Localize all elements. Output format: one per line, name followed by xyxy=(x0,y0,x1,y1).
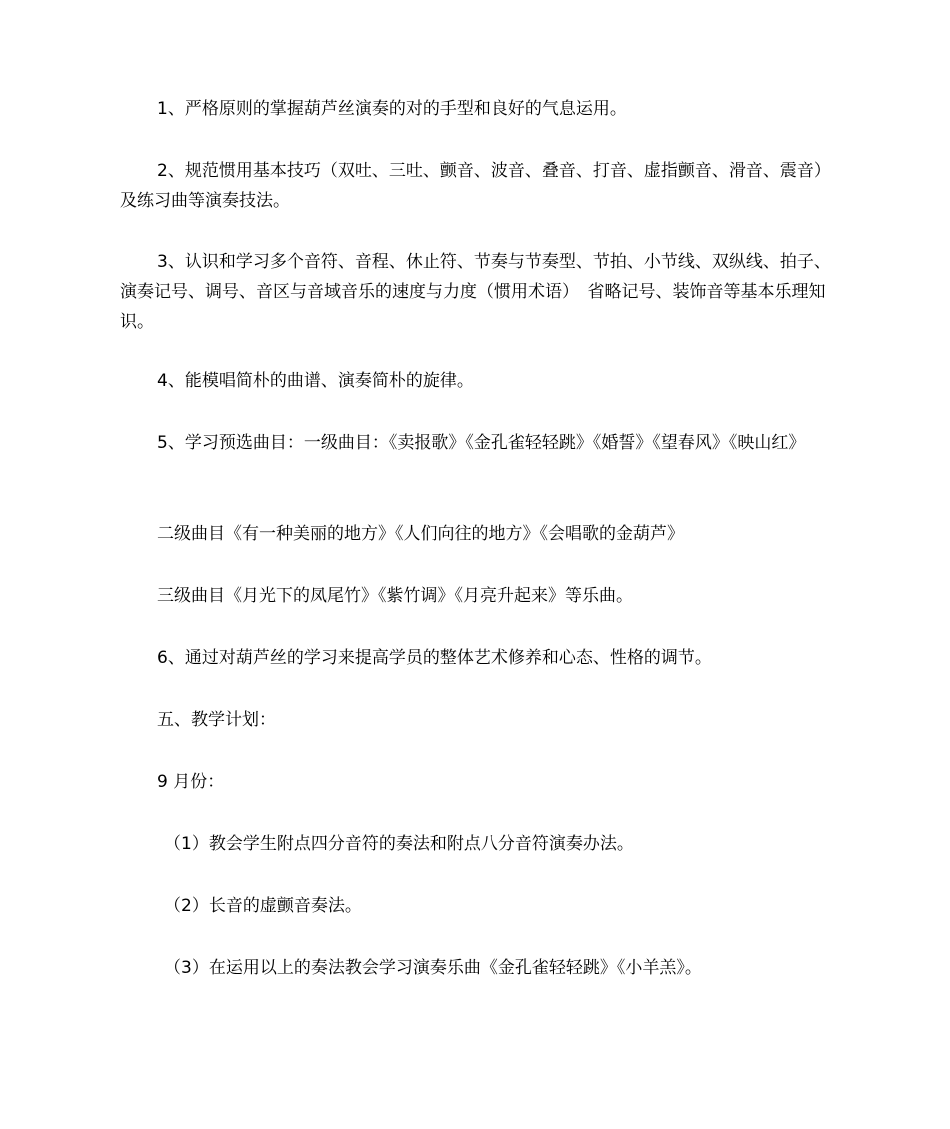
paragraph-6: 二级曲目《有一种美丽的地方》《人们向往的地方》《会唱歌的金葫芦》 xyxy=(157,524,684,544)
paragraph-3: 3、认识和学习多个音符、音程、休止符、节奏与节奏型、节拍、小节线、双纵线、拍子、演奏记号、调号、音区与音域音乐的速度与力度（惯用术语） 省略记号、装饰音等基本乐理知识。 xyxy=(120,252,831,332)
list-item-2: （2）长音的虚颤音奏法。 xyxy=(164,896,362,916)
paragraph-5: 5、学习预选曲目：一级曲目：《卖报歌》《金孔雀轻轻跳》《婚誓》《望春风》《映山红》 xyxy=(157,433,806,453)
paragraph-4: 4、能模唱简朴的曲谱、演奏简朴的旋律。 xyxy=(157,371,474,391)
month-heading: 9 月份： xyxy=(157,772,225,792)
paragraph-2: 2、规范惯用基本技巧（双吐、三吐、颤音、波音、叠音、打音、虚指颤音、滑音、震音）及练习曲等演奏技法。 xyxy=(120,161,831,211)
list-item-1: （1）教会学生附点四分音符的奏法和附点八分音符演奏办法。 xyxy=(164,834,634,854)
list-item-3: （3）在运用以上的奏法教会学习演奏乐曲《金孔雀轻轻跳》《小羊羔》。 xyxy=(164,958,702,978)
section-heading: 五、教学计划： xyxy=(157,710,276,730)
paragraph-8: 6、通过对葫芦丝的学习来提高学员的整体艺术修养和心态、性格的调节。 xyxy=(157,648,712,668)
paragraph-1: 1、严格原则的掌握葫芦丝演奏的对的手型和良好的气息运用。 xyxy=(157,99,627,119)
paragraph-7: 三级曲目《月光下的凤尾竹》《紫竹调》《月亮升起来》等乐曲。 xyxy=(157,586,633,606)
